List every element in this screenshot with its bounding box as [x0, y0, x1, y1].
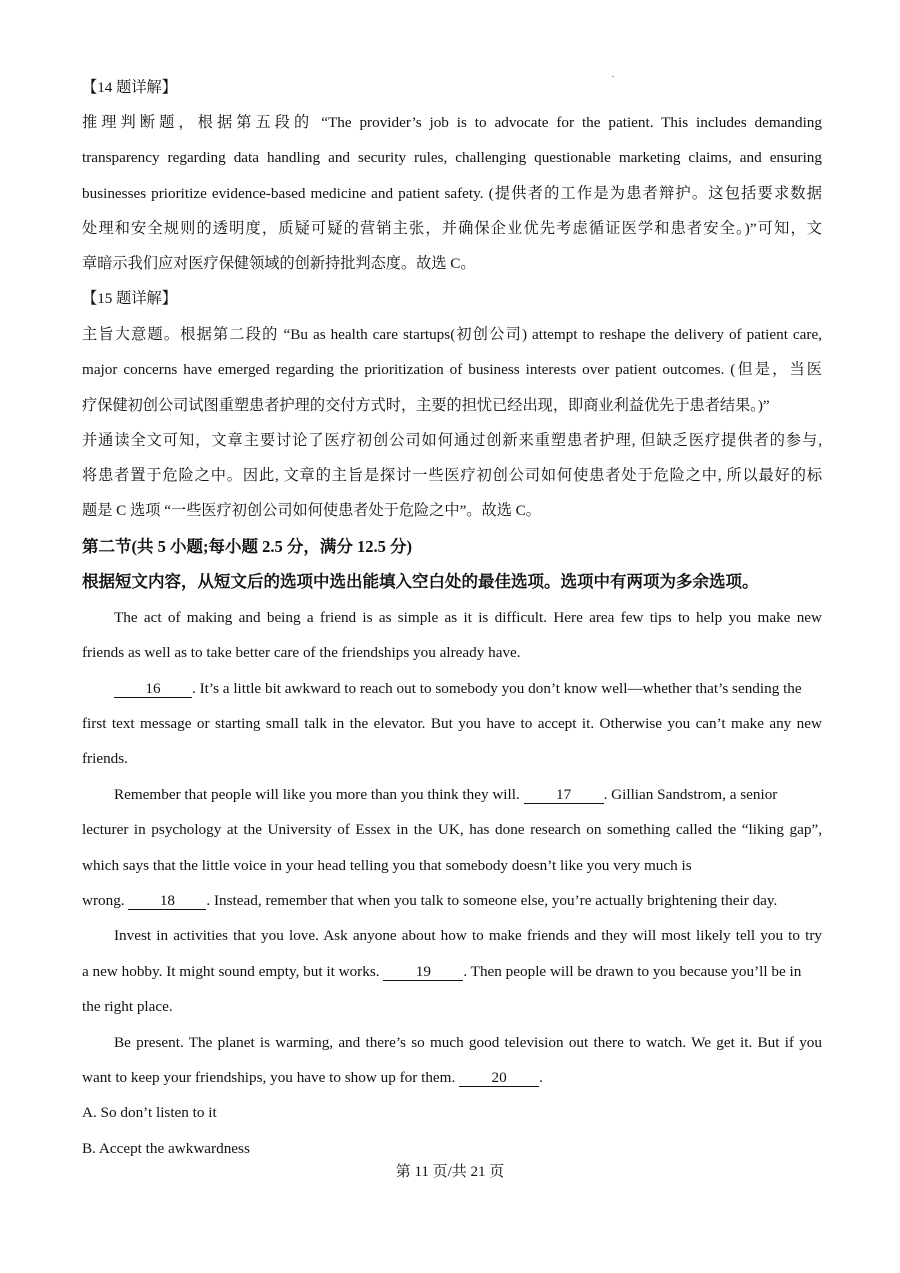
option-a: A. So don’t listen to it	[82, 1104, 217, 1121]
q14-line-1: 推理判断题，根据第五段的 “The provider’s job is to advocate for the patient. This includes demanding	[82, 114, 822, 131]
passage-p5-line-1: Be present. The planet is warming, and there’s so much good television out there to watch. We get it. But if you	[114, 1034, 822, 1051]
option-b: B. Accept the awkwardness	[82, 1140, 250, 1157]
blank-18: 18	[128, 892, 206, 910]
page-number-footer: 第 11 页/共 21 页	[395, 1164, 505, 1180]
passage-p3-line-1-text-b: . Gillian Sandstrom, a senior	[603, 786, 778, 803]
passage-p4-line-2	[82, 962, 822, 982]
passage-p1-line-2: friends as well as to take better care of the friendships you already have.	[82, 644, 521, 661]
passage-p2-line-3: friends.	[82, 750, 128, 767]
passage-p3-line-2: lecturer in psychology at the University of Essex in the UK, has done research on something called the “liking gap”,	[82, 821, 822, 838]
scan-speck	[612, 76, 614, 77]
passage-p4-line-2-text-b: . Then people will be drawn to you because you’ll be in	[463, 963, 802, 980]
q14-line-3: businesses prioritize evidence-based medicine and patient safety. (提供者的工作是为患者辩护。这包括要求数据	[82, 185, 822, 202]
q15-line-6: 题是 C 选项 “一些医疗初创公司如何使患者处于危险之中”。故选 C。	[82, 502, 541, 519]
passage-p5-line-2	[82, 1068, 822, 1088]
passage-p3-line-4	[82, 891, 822, 911]
passage-p2-line-1-text: . It’s a little bit awkward to reach out to somebody you don’t know well—whether that’s sending the	[192, 680, 802, 697]
q15-line-1: 主旨大意题。根据第二段的 “Bu as health care startups(初创公司) attempt to reshape the delivery of patient care,	[82, 326, 822, 343]
passage-p2-line-2: first text message or starting small talk in the elevator. But you have to accept it. Otherwise you can’t make any new	[82, 715, 822, 732]
blank-17: 17	[524, 786, 604, 804]
passage-p3-line-4-text-a: wrong.	[82, 892, 129, 909]
q14-line-5: 章暗示我们应对医疗保健领域的创新持批判态度。故选 C。	[82, 255, 476, 272]
passage-p2-line-1	[114, 679, 822, 699]
q15-line-5: 将患者置于危险之中。因此, 文章的主旨是探讨一些医疗初创公司如何使患者处于危险之中, 所以最好的标	[82, 467, 822, 484]
section-instruction: 根据短文内容，从短文后的选项中选出能填入空白处的最佳选项。选项中有两项为多余选项。	[82, 572, 759, 591]
passage-p3-line-4-text-b: . Instead, remember that when you talk to someone else, you’re actually brightening their day.	[206, 892, 778, 909]
passage-p4-line-2-text-a: a new hobby. It might sound empty, but it works.	[82, 963, 384, 980]
passage-p1-line-1: The act of making and being a friend is as simple as it is difficult. Here area few tips to help you make new	[114, 609, 822, 626]
passage-p5-line-2-text-a: want to keep your friendships, you have to show up for them.	[82, 1069, 460, 1086]
q15-line-3: 疗保健初创公司试图重塑患者护理的交付方式时，主要的担忧已经出现，即商业利益优先于患者结果。)”	[82, 397, 770, 414]
q15-heading: 【15 题详解】	[82, 290, 177, 307]
q14-line-4: 处理和安全规则的透明度，质疑可疑的营销主张，并确保企业优先考虑循证医学和患者安全。)”可知，文	[82, 220, 822, 237]
blank-16: 16	[114, 680, 192, 698]
passage-p4-line-3: the right place.	[82, 998, 173, 1015]
q14-heading: 【14 题详解】	[82, 79, 177, 96]
passage-p3-line-1-text-a: Remember that people will like you more than you think they will.	[114, 786, 524, 803]
q14-line-2: transparency regarding data handling and security rules, challenging questionable marketing claims, and ensuring	[82, 149, 822, 166]
passage-p4-line-1: Invest in activities that you love. Ask anyone about how to make friends and they will most likely tell you to try	[114, 927, 822, 944]
passage-p5-line-2-text-b: .	[539, 1069, 543, 1086]
blank-19: 19	[383, 963, 463, 981]
blank-20: 20	[459, 1069, 539, 1087]
section-title: 第二节(共 5 小题;每小题 2.5 分，满分 12.5 分)	[82, 537, 412, 556]
q15-line-4: 并通读全文可知，文章主要讨论了医疗初创公司如何通过创新来重塑患者护理, 但缺乏医疗提供者的参与,	[82, 432, 822, 449]
passage-p3-line-3: which says that the little voice in your head telling you that somebody doesn’t like you very much is	[82, 857, 692, 874]
passage-p3-line-1	[114, 785, 822, 805]
q15-line-2: major concerns have emerged regarding the prioritization of business interests over patient outcomes. (但是，当医	[82, 361, 822, 378]
